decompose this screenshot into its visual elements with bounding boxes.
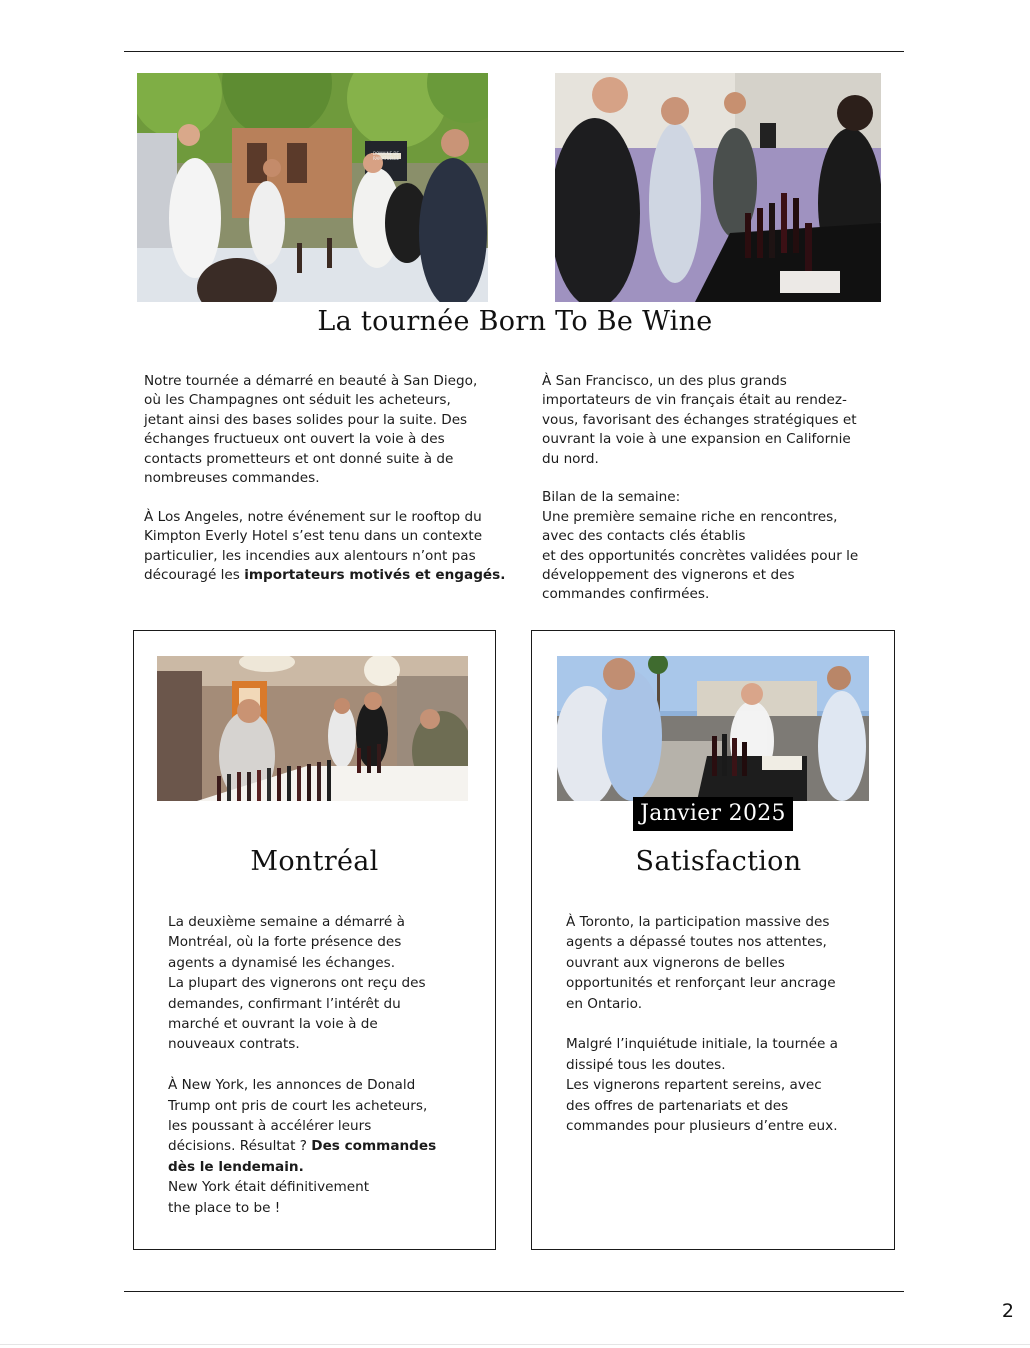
page-title: La tournée Born To Be Wine (317, 306, 713, 337)
orders-highlight: Des commandes dès le lendemain. (168, 1138, 437, 1175)
page-footer-line (0, 1344, 1030, 1345)
los-angeles-text: À Los Angeles, notre événement sur le rooftop du Kimpton Everly Hotel s’est tenu dans un contexte particulier, les incendies aux alentours n’ont pas découragé les (144, 508, 483, 584)
photo-sign-text: DOMAINE DE RAMATUELLE (372, 151, 400, 161)
photo-courtyard-tasting (137, 73, 488, 302)
top-rule (124, 51, 904, 52)
new-york-closing-text: New York était définitivement the place to be ! (168, 1179, 370, 1216)
card-montreal-text (168, 912, 478, 1218)
card-satisfaction-title: Satisfaction (635, 846, 802, 877)
san-diego-paragraph: Notre tournée a démarré en beauté à San Diego, où les Champagnes ont séduit les acheteurs, jetant ainsi des bases solides pour la suite. Des échanges fructueux ont ouvert la voie à des contacts prometteurs et ont donné suite à de nombreuses commandes. (144, 373, 478, 487)
importers-highlight: importateurs motivés et engagés. (244, 567, 506, 584)
bottom-rule (124, 1291, 904, 1292)
weekly-summary-paragraph: Bilan de la semaine: Une première semaine riche en rencontres, avec des contacts clés établis et des opportunités concrètes validées pour le développement des vignerons et des commandes confirmées. (542, 489, 859, 603)
photo-indoor-tasting (555, 73, 881, 302)
page-number: 2 (1001, 1300, 1014, 1322)
date-badge: Janvier 2025 (633, 797, 793, 831)
card-satisfaction-text: À Toronto, la participation massive des agents a dépassé toutes nos attentes, ouvrant aux vignerons de belles opportunités et renforçant leur ancrage en Ontario. Malgré l’inquiétude initiale, la tournée a dissipé tous les doutes. Les vignerons repartent sereins, avec des offres de partenariats et des commandes pour plusieurs d’entre eux. (566, 914, 838, 1135)
san-francisco-paragraph: À San Francisco, un des plus grands importateurs de vin français était au rendez- vous, favorisant des échanges stratégiques et ouvrant la voie à une expansion en Californie du nord. (542, 373, 857, 467)
montreal-new-york-text: La deuxième semaine a démarré à Montréal, où la forte présence des agents a dynamisé les échanges. La plupart des vignerons ont reçu des demandes, confirmant l’intérêt du marché et ouvrant la voie à de nouveaux contrats. À New York, les annonces de Donald Trump ont pris de court les acheteurs, les poussant à accélérer leurs décisions. Résultat ? (168, 914, 428, 1155)
los-angeles-paragraph (144, 509, 505, 583)
text-column-right (542, 372, 902, 605)
photo-montreal-tasting (157, 656, 468, 801)
card-montreal-title: Montréal (250, 846, 379, 877)
text-column-left (144, 372, 524, 585)
photo-toronto-rooftop (557, 656, 869, 801)
